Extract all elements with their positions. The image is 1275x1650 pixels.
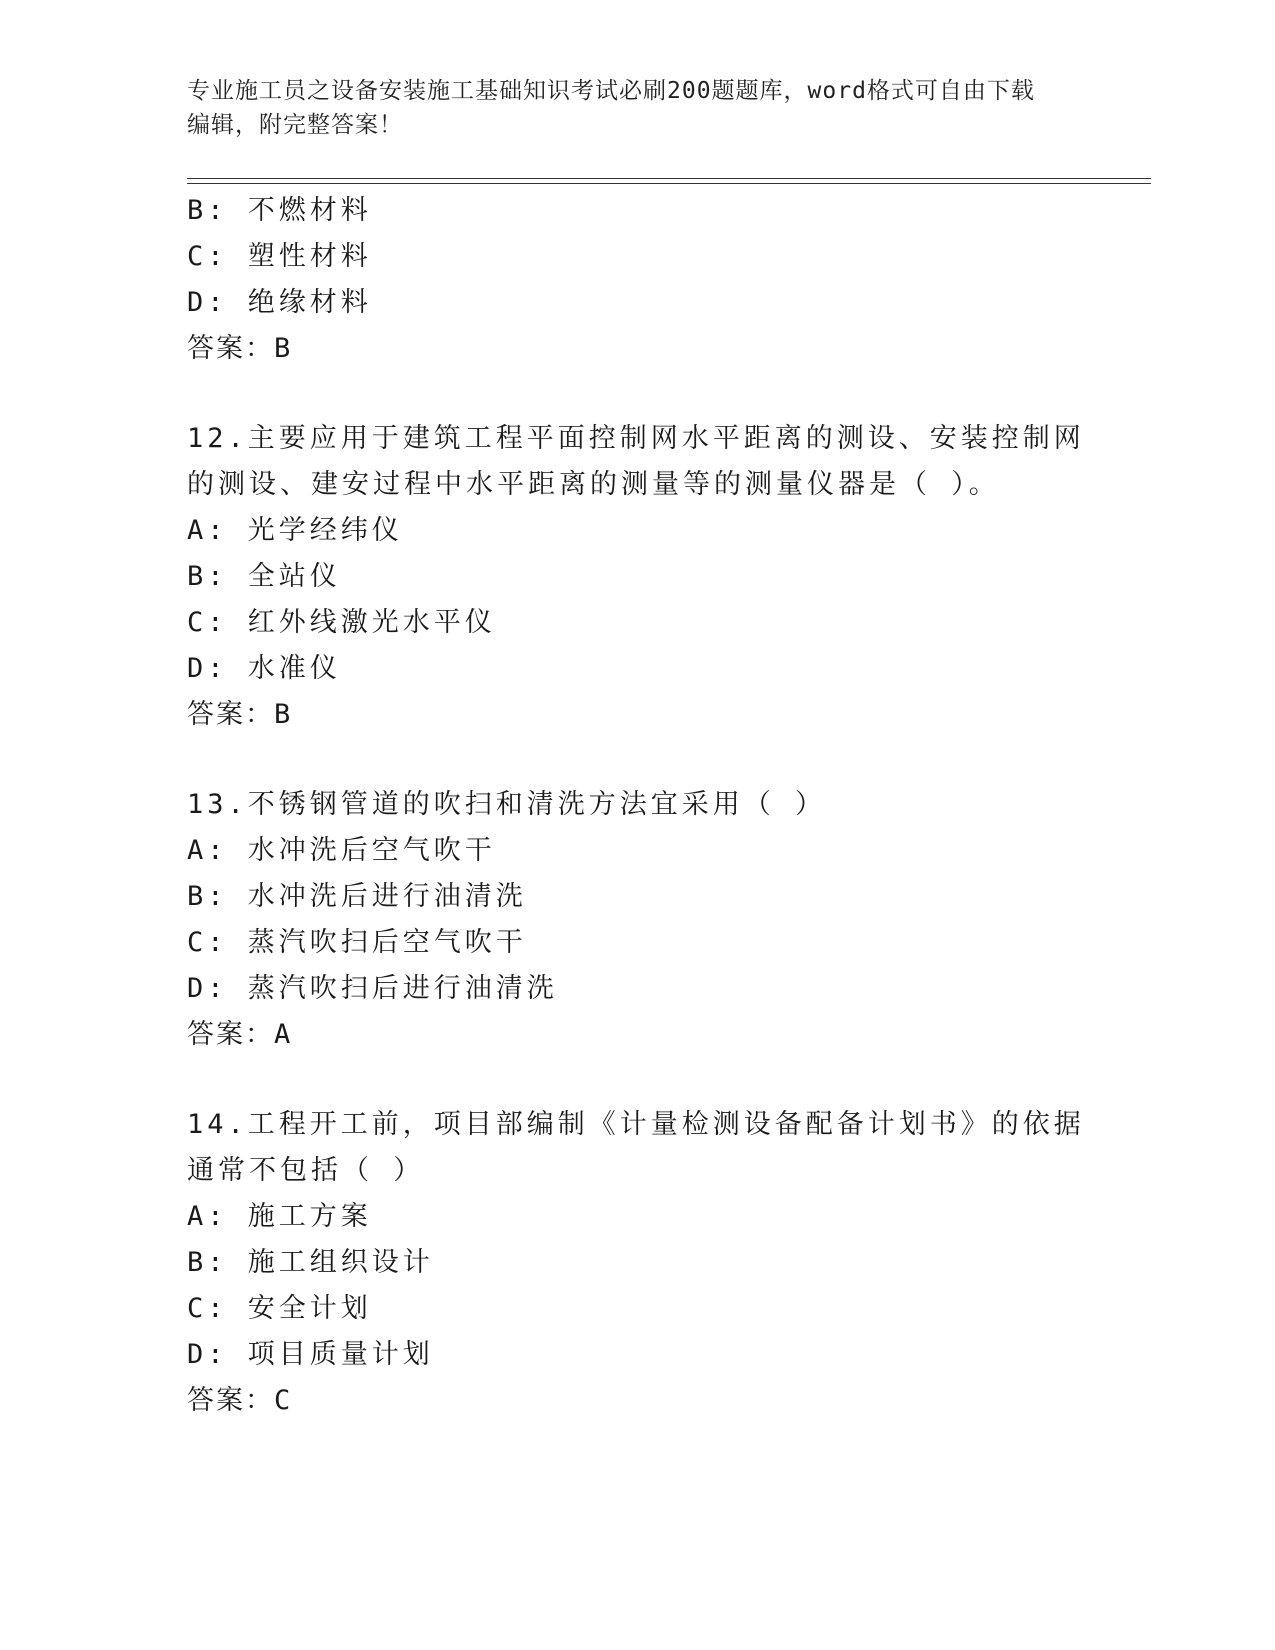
question-12	[187, 416, 1087, 738]
answer-value: A	[274, 1019, 293, 1050]
question-fragment	[187, 188, 1087, 372]
document-body	[187, 188, 1087, 1424]
option-c: C: 红外线激光水平仪	[187, 607, 496, 638]
option-b: B: 水冲洗后进行油清洗	[187, 881, 527, 912]
option-d: D: 绝缘材料	[187, 287, 372, 318]
answer-value: B	[274, 699, 293, 730]
question-text: 12.主要应用于建筑工程平面控制网水平距离的测设、安装控制网的测设、建安过程中水平距离的测量等的测量仪器是（ ）。	[187, 423, 1085, 500]
answer-label: 答案：	[187, 333, 274, 364]
option-d: D: 蒸汽吹扫后进行油清洗	[187, 973, 558, 1004]
question-text: 13.不锈钢管道的吹扫和清洗方法宜采用（ ）	[187, 789, 827, 820]
answer-label: 答案：	[187, 699, 274, 730]
question-13	[187, 782, 1087, 1058]
answer-value: B	[274, 333, 293, 364]
answer-label: 答案：	[187, 1385, 274, 1416]
option-a: A: 光学经纬仪	[187, 515, 403, 546]
question-text: 14.工程开工前，项目部编制《计量检测设备配备计划书》的依据通常不包括（ ）	[187, 1109, 1085, 1186]
answer-label: 答案：	[187, 1019, 274, 1050]
option-b: B: 全站仪	[187, 561, 341, 592]
option-d: D: 项目质量计划	[187, 1339, 434, 1370]
option-b: B: 施工组织设计	[187, 1247, 434, 1278]
answer-line	[187, 692, 1087, 738]
question-14	[187, 1102, 1087, 1424]
answer-value: C	[274, 1385, 293, 1416]
option-d: D: 水准仪	[187, 653, 341, 684]
option-c: C: 蒸汽吹扫后空气吹干	[187, 927, 527, 958]
option-b: B: 不燃材料	[187, 195, 372, 226]
answer-line	[187, 1012, 1087, 1058]
option-a: A: 水冲洗后空气吹干	[187, 835, 496, 866]
answer-line	[187, 1378, 1087, 1424]
document-header	[187, 74, 1067, 142]
header-title-line-2: 编辑，附完整答案！	[187, 112, 403, 138]
option-c: C: 安全计划	[187, 1293, 372, 1324]
header-divider-bottom	[187, 183, 1151, 184]
option-c: C: 塑性材料	[187, 241, 372, 272]
header-divider-top	[187, 178, 1151, 179]
answer-line	[187, 326, 1087, 372]
option-a: A: 施工方案	[187, 1201, 372, 1232]
header-title-line-1: 专业施工员之设备安装施工基础知识考试必刷200题题库，word格式可自由下载	[187, 78, 1035, 104]
